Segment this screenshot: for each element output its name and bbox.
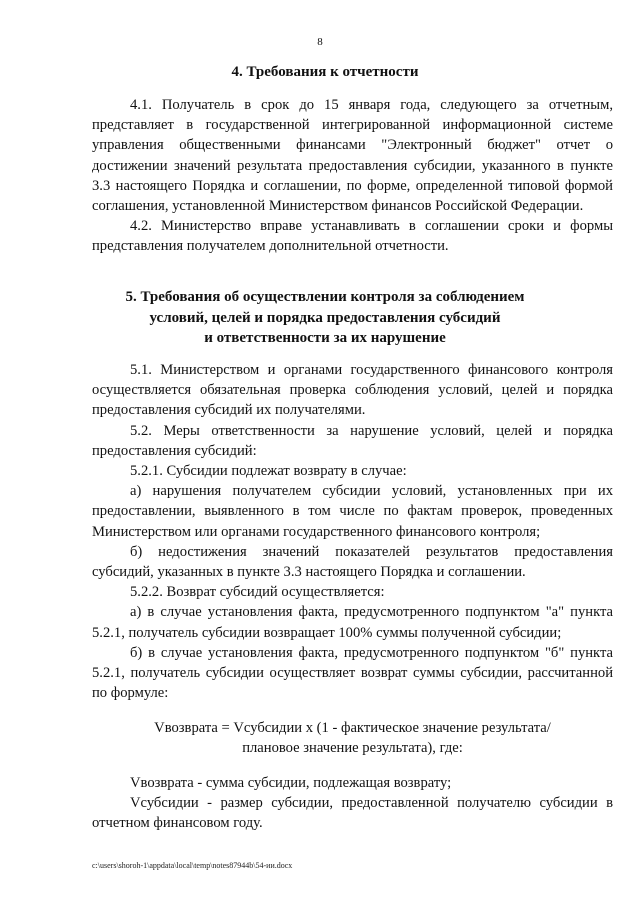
paragraph-5-2-2-b: б) в случае установления факта, предусмотренного подпунктом "б" пункта 5.2.1, получатель субсидии осуществляет возврат суммы субсидии, рассчитанной по формуле:	[92, 644, 613, 702]
definition-vvozvrata: Vвозврата - сумма субсидии, подлежащая возврату;	[130, 775, 452, 791]
definition-vsubsidii: Vсубсидии - размер субсидии, предоставленной получателю субсидии в отчетном финансовом году.	[92, 795, 613, 832]
paragraph-5-2-2-a: а) в случае установления факта, предусмотренного подпунктом "а" пункта 5.2.1, получатель субсидии возвращает 100% суммы полученной субсидии;	[92, 604, 613, 641]
formula-line-1: Vвозврата = Vсубсидии x (1 - фактическое значение результата/	[154, 720, 551, 736]
paragraph-5-2-1-a: а) нарушения получателем субсидии условий, установленных при их предоставлении, выявленного в том числе по фактам проверок, проведенных Министерством или органами государственного финансового контроля;	[92, 483, 613, 540]
formula	[92, 718, 613, 758]
paragraph-5-1: 5.1. Министерством и органами государственного финансового контроля осуществляется обязательная проверка соблюдения условий, целей и порядка предоставления субсидий их получателями.	[92, 362, 613, 419]
section-5-heading	[60, 287, 590, 349]
section-5-body	[92, 360, 613, 703]
page-number: 8	[317, 36, 323, 48]
section-4-heading: 4. Требования к отчетности	[231, 64, 419, 80]
paragraph-4-1: 4.1. Получатель в срок до 15 января года, следующего за отчетным, представляет в государственной интегрированной информационной системе управления общественными финансами "Электронный бюджет" отчет о достижении значений результата предоставления субсидии, указанного в пункте 3.3 настоящего Порядка и соглашении, по форме, определенной типовой формой соглашения, установленной Министерством финансов Российской Федерации.	[92, 97, 613, 215]
paragraph-5-2-2: 5.2.2. Возврат субсидий осуществляется:	[130, 584, 385, 601]
file-path-footer: c:\users\shoroh-1\appdata\local\temp\notes87944b\54-ии.docx	[92, 861, 293, 870]
section-4-body	[92, 95, 613, 257]
paragraph-5-2: 5.2. Меры ответственности за нарушение условий, целей и порядка предоставления субсидий:	[92, 422, 613, 459]
definitions	[92, 773, 613, 834]
formula-line-2: плановое значение результата), где:	[242, 740, 463, 757]
paragraph-5-2-1: 5.2.1. Субсидии подлежат возврату в случае:	[130, 463, 407, 480]
section-5-heading-line-2: условий, целей и порядка предоставления субсидий	[149, 309, 501, 326]
section-5-heading-line-3: и ответственности за их нарушение	[204, 330, 446, 346]
paragraph-5-2-1-b: б) недостижения значений показателей результатов предоставления субсидий, указанных в пункте 3.3 настоящего Порядка и соглашении.	[92, 543, 613, 581]
paragraph-4-2: 4.2. Министерство вправе устанавливать в соглашении сроки и формы представления получателем дополнительной отчетности.	[92, 218, 613, 255]
section-5-heading-line-1: 5. Требования об осуществлении контроля за соблюдением	[125, 289, 525, 305]
